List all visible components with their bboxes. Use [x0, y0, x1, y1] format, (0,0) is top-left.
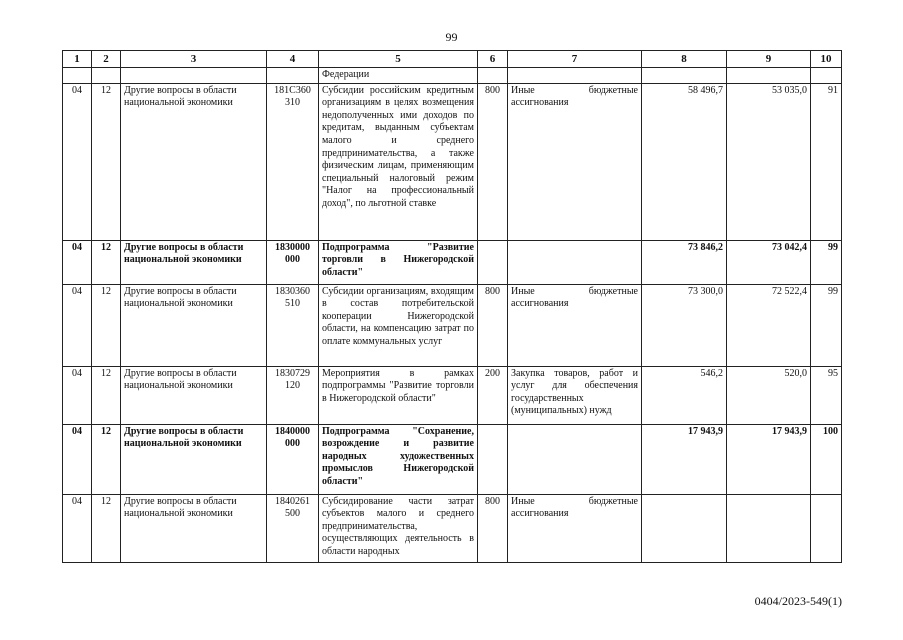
planned-amount-cell: 73 300,0: [642, 284, 727, 366]
actual-amount-cell: 53 035,0: [727, 83, 811, 240]
subsection-cell: 12: [92, 424, 121, 494]
planned-amount-cell: 73 846,2: [642, 240, 727, 284]
column-header: 8: [642, 51, 727, 68]
percent-cell: [811, 494, 842, 562]
section-cell: 04: [63, 83, 92, 240]
description-cell: Субсидирование части затрат субъектов малого и среднего предпринимательства, осуществляющих деятельность в области народных: [319, 494, 478, 562]
target-code-cell: 1830729 120: [267, 366, 319, 424]
table-row: [63, 424, 842, 494]
percent-cell: 91: [811, 83, 842, 240]
description-cell: Субсидии российским кредитным организациям в целях возмещения недополученных ими доходов по кредитам, выданным субъектам малого и среднего предпринимательства, а также физическим лицам, применяющим специальный налоговый режим "Налог на профессиональный доход", по льготной ставке: [319, 83, 478, 240]
percent-cell: [811, 68, 842, 84]
percent-cell: 99: [811, 240, 842, 284]
percent-cell: 100: [811, 424, 842, 494]
description-cell: Подпрограмма "Развитие торговли в Нижегородской области": [319, 240, 478, 284]
planned-amount-cell: 17 943,9: [642, 424, 727, 494]
subsection-cell: 12: [92, 494, 121, 562]
expense-name-cell: [508, 68, 642, 84]
subsection-cell: [92, 68, 121, 84]
section-cell: 04: [63, 284, 92, 366]
section-cell: 04: [63, 494, 92, 562]
percent-cell: 95: [811, 366, 842, 424]
section-name-cell: Другие вопросы в области национальной экономики: [121, 494, 267, 562]
target-code-cell: 1840261 500: [267, 494, 319, 562]
section-name-cell: Другие вопросы в области национальной экономики: [121, 240, 267, 284]
planned-amount-cell: 546,2: [642, 366, 727, 424]
expense-type-cell: 800: [478, 83, 508, 240]
table-row: [63, 240, 842, 284]
subsection-cell: 12: [92, 240, 121, 284]
column-header: 5: [319, 51, 478, 68]
description-cell: Подпрограмма "Сохранение, возрождение и развитие народных художественных промыслов Нижегородской области": [319, 424, 478, 494]
table-header-row: [63, 51, 842, 68]
column-header: 3: [121, 51, 267, 68]
actual-amount-cell: 72 522,4: [727, 284, 811, 366]
table-row: [63, 68, 842, 84]
section-name-cell: Другие вопросы в области национальной экономики: [121, 83, 267, 240]
description-cell: Субсидии организациям, входящим в состав потребительской кооперации Нижегородской области, на компенсацию затрат по оплате коммунальных услуг: [319, 284, 478, 366]
section-name-cell: [121, 68, 267, 84]
column-header: 9: [727, 51, 811, 68]
section-cell: 04: [63, 366, 92, 424]
actual-amount-cell: 73 042,4: [727, 240, 811, 284]
column-header: 6: [478, 51, 508, 68]
expense-name-cell: Иные бюджетные ассигнования: [508, 284, 642, 366]
actual-amount-cell: 520,0: [727, 366, 811, 424]
actual-amount-cell: [727, 494, 811, 562]
column-header: 7: [508, 51, 642, 68]
expense-type-cell: [478, 68, 508, 84]
page-number: 99: [445, 30, 458, 44]
subsection-cell: 12: [92, 366, 121, 424]
expense-type-cell: 800: [478, 284, 508, 366]
target-code-cell: 1830360 510: [267, 284, 319, 366]
table-row: [63, 83, 842, 240]
target-code-cell: [267, 68, 319, 84]
target-code-cell: 181С360 310: [267, 83, 319, 240]
percent-cell: 99: [811, 284, 842, 366]
budget-table: [62, 50, 842, 563]
expense-type-cell: 800: [478, 494, 508, 562]
expense-name-cell: Иные бюджетные ассигнования: [508, 83, 642, 240]
description-cell: Федерации: [319, 68, 478, 84]
description-cell: Мероприятия в рамках подпрограммы "Развитие торговли в Нижегородской области": [319, 366, 478, 424]
planned-amount-cell: [642, 494, 727, 562]
document-code: 0404/2023-549(1): [754, 594, 842, 608]
expense-name-cell: Закупка товаров, работ и услуг для обеспечения государственных (муниципальных) нужд: [508, 366, 642, 424]
expense-name-cell: Иные бюджетные ассигнования: [508, 494, 642, 562]
section-cell: 04: [63, 240, 92, 284]
planned-amount-cell: 58 496,7: [642, 83, 727, 240]
expense-name-cell: [508, 240, 642, 284]
actual-amount-cell: [727, 68, 811, 84]
column-header: 2: [92, 51, 121, 68]
subsection-cell: 12: [92, 83, 121, 240]
section-name-cell: Другие вопросы в области национальной экономики: [121, 366, 267, 424]
expense-type-cell: 200: [478, 366, 508, 424]
target-code-cell: 1830000 000: [267, 240, 319, 284]
section-name-cell: Другие вопросы в области национальной экономики: [121, 424, 267, 494]
table-row: [63, 284, 842, 366]
target-code-cell: 1840000 000: [267, 424, 319, 494]
section-cell: [63, 68, 92, 84]
table-row: [63, 366, 842, 424]
column-header: 10: [811, 51, 842, 68]
expense-type-cell: [478, 424, 508, 494]
planned-amount-cell: [642, 68, 727, 84]
table-row: [63, 494, 842, 562]
column-header: 4: [267, 51, 319, 68]
subsection-cell: 12: [92, 284, 121, 366]
actual-amount-cell: 17 943,9: [727, 424, 811, 494]
expense-type-cell: [478, 240, 508, 284]
section-cell: 04: [63, 424, 92, 494]
section-name-cell: Другие вопросы в области национальной экономики: [121, 284, 267, 366]
expense-name-cell: [508, 424, 642, 494]
column-header: 1: [63, 51, 92, 68]
